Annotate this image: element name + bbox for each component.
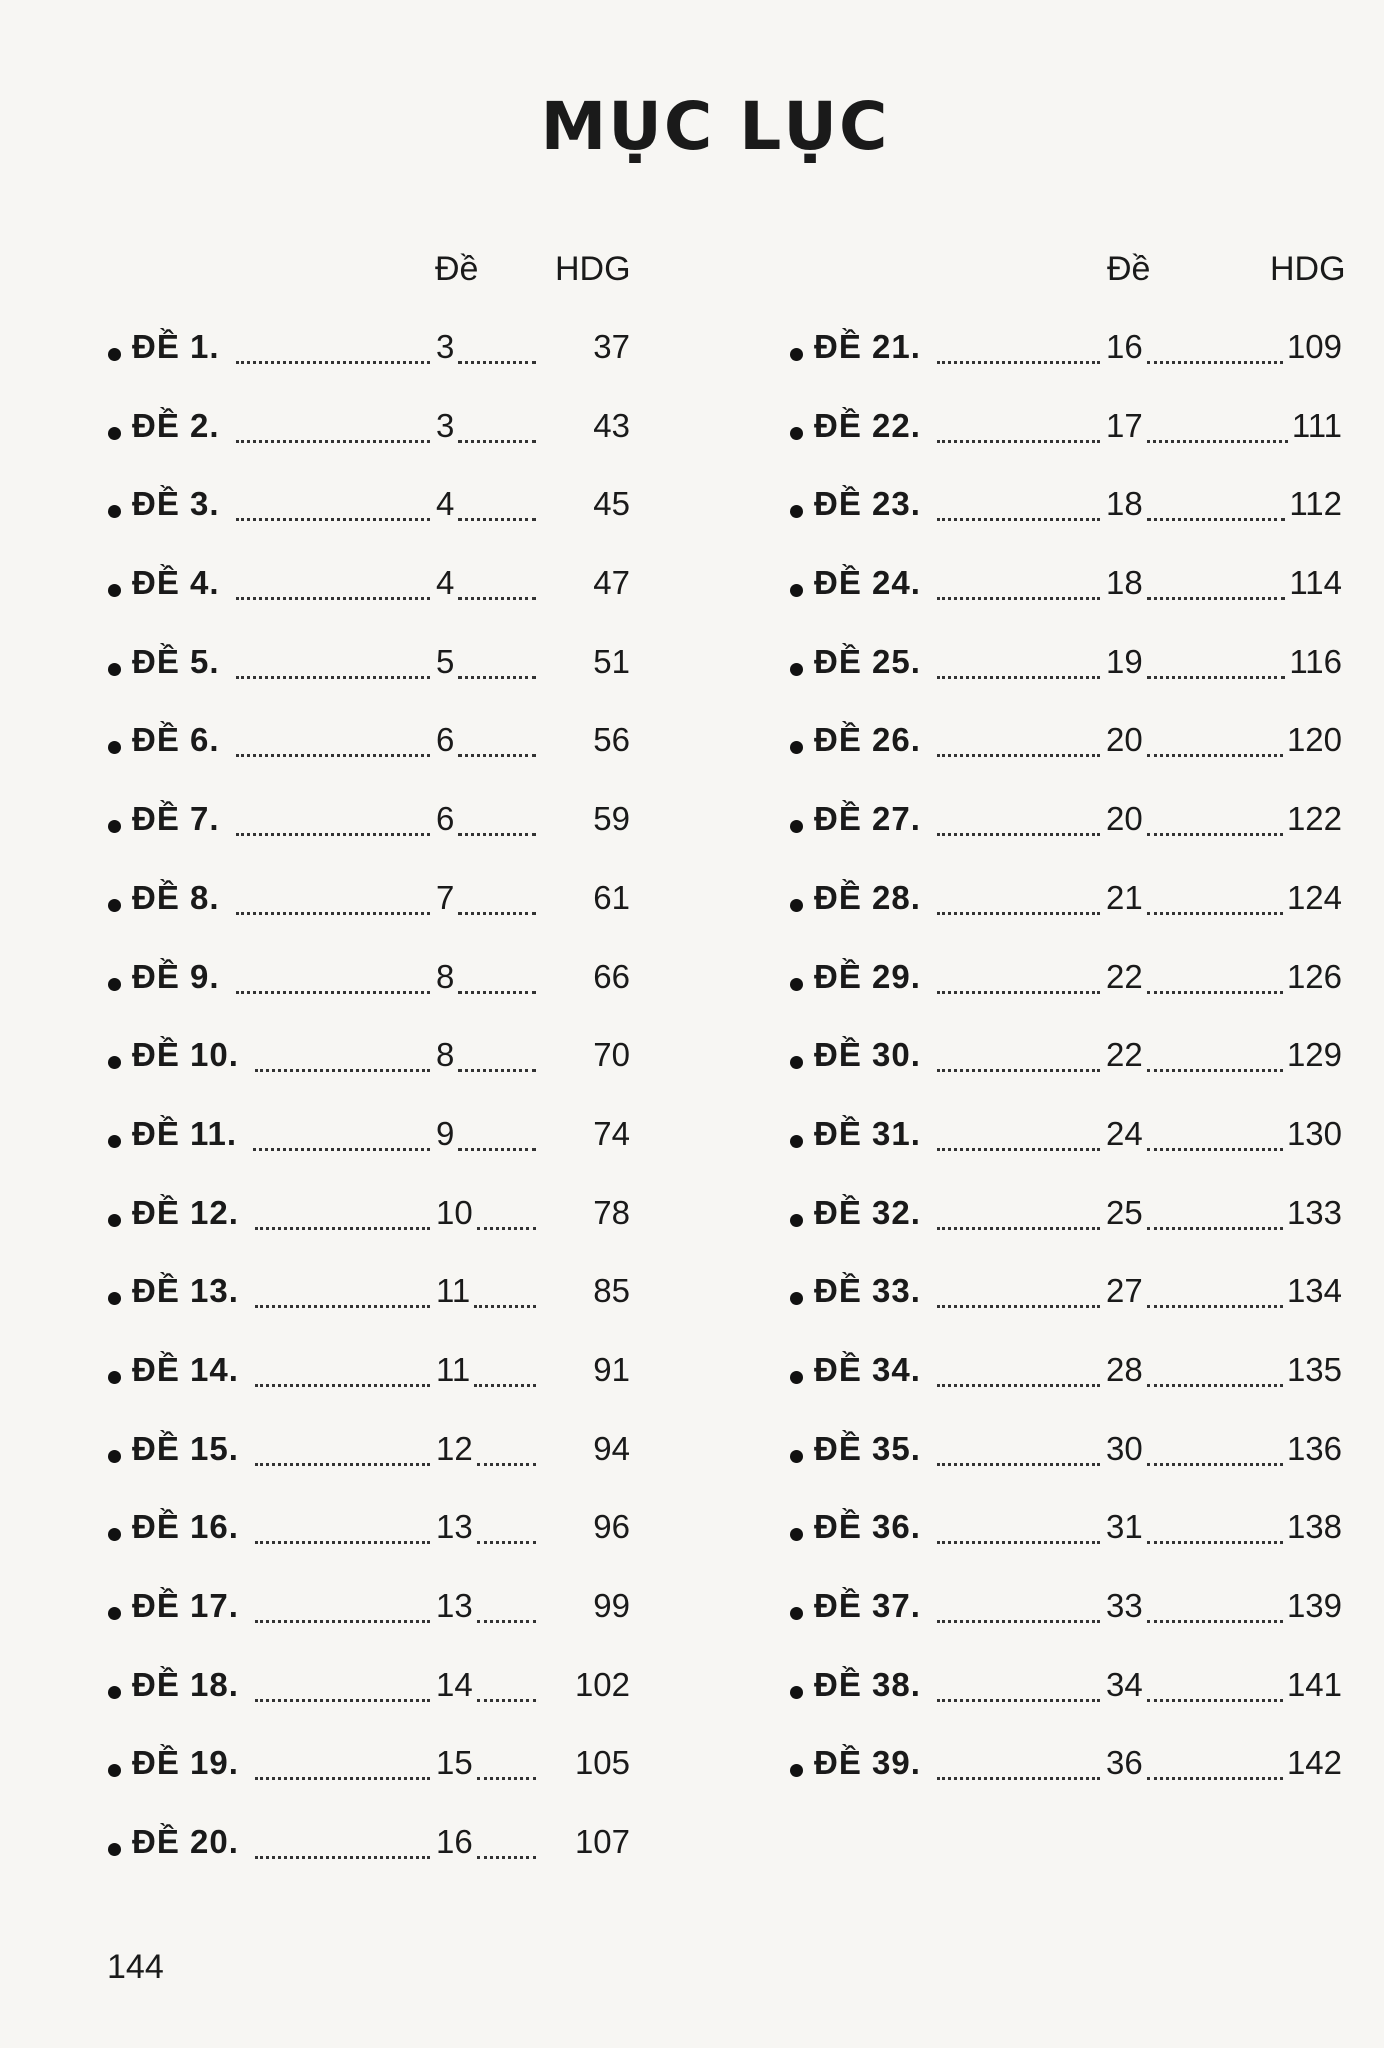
entry-label: ĐỀ 19. [132, 1744, 239, 1782]
entry-page-hdg: 56 [593, 721, 630, 759]
bullet-icon [790, 899, 803, 912]
dot-leader [236, 833, 430, 836]
entry-page-hdg: 43 [593, 406, 630, 444]
entry-label: ĐỀ 9. [132, 957, 220, 995]
dot-leader [474, 1305, 536, 1308]
entry-label: ĐỀ 38. [814, 1665, 921, 1703]
toc-entry[interactable] [100, 643, 630, 722]
entry-label: ĐỀ 7. [132, 800, 220, 838]
dot-leader [255, 1541, 430, 1544]
entry-page-hdg: 99 [593, 1587, 630, 1624]
entry-page-hdg: 141 [1286, 1665, 1342, 1703]
toc-entry[interactable] [782, 1036, 1342, 1115]
entry-page-hdg: 126 [1286, 957, 1342, 995]
dot-leader [236, 754, 430, 757]
entry-label: ĐỀ 39. [814, 1744, 921, 1782]
bullet-icon [108, 1843, 121, 1856]
toc-entry[interactable] [782, 1587, 1342, 1666]
entry-page-de: 8 [436, 1036, 455, 1074]
toc-entry[interactable] [782, 1508, 1342, 1587]
entry-page-de: 11 [436, 1350, 471, 1388]
bullet-icon [790, 1450, 803, 1463]
toc-entry[interactable] [100, 1666, 630, 1745]
toc-entry[interactable] [100, 721, 630, 800]
entry-page-de: 6 [436, 721, 455, 759]
entry-page-hdg: 139 [1286, 1587, 1342, 1624]
entry-page-hdg: 112 [1289, 485, 1342, 523]
dot-leader [458, 361, 536, 364]
dot-leader [937, 1148, 1100, 1151]
dot-leader [1147, 597, 1285, 600]
entry-page-de: 20 [1106, 800, 1143, 838]
dot-leader [255, 1699, 430, 1702]
toc-entry[interactable] [100, 564, 630, 643]
dot-leader [937, 1069, 1100, 1072]
entry-page-hdg: 129 [1286, 1036, 1342, 1074]
dot-leader [1147, 518, 1285, 521]
dot-leader [477, 1541, 536, 1544]
dot-leader [458, 833, 536, 836]
entry-page-hdg: 124 [1286, 878, 1342, 916]
dot-leader [236, 518, 430, 521]
entry-page-de: 18 [1106, 564, 1143, 602]
dot-leader [236, 912, 430, 915]
entry-page-de: 8 [436, 957, 455, 995]
bullet-icon [790, 1135, 803, 1148]
entry-page-hdg: 133 [1286, 1193, 1342, 1231]
entry-page-de: 5 [436, 642, 455, 680]
toc-entry[interactable] [782, 1666, 1342, 1745]
dot-leader [1147, 1463, 1283, 1466]
toc-entry[interactable] [100, 1823, 630, 1902]
entry-label: ĐỀ 3. [132, 485, 220, 523]
entry-page-de: 3 [436, 328, 455, 365]
dot-leader [1147, 1541, 1283, 1544]
toc-entry[interactable] [782, 721, 1342, 800]
entry-page-hdg: 94 [593, 1429, 630, 1467]
dot-leader [458, 754, 536, 757]
entry-page-de: 21 [1106, 878, 1143, 916]
column-header-left [100, 250, 630, 306]
dot-leader [937, 361, 1100, 364]
dot-leader [937, 991, 1100, 994]
entry-page-hdg: 61 [593, 878, 630, 916]
entry-label: ĐỀ 37. [814, 1587, 921, 1624]
entry-page-hdg: 74 [593, 1114, 630, 1152]
bullet-icon [108, 1371, 121, 1384]
entry-label: ĐỀ 29. [814, 957, 921, 995]
entry-page-de: 22 [1106, 957, 1143, 995]
toc-entry[interactable] [782, 1194, 1342, 1273]
toc-column-left [100, 250, 631, 1861]
bullet-icon [108, 1764, 121, 1777]
bullet-icon [108, 427, 121, 440]
toc-entry[interactable] [782, 643, 1342, 722]
entry-page-hdg: 96 [593, 1508, 630, 1546]
toc-entry[interactable] [100, 407, 630, 486]
entry-label: ĐỀ 26. [814, 721, 921, 759]
toc-entry[interactable] [100, 958, 630, 1037]
entry-label: ĐỀ 34. [814, 1350, 921, 1388]
bullet-icon [108, 1607, 121, 1620]
entry-label: ĐỀ 22. [814, 406, 921, 444]
bullet-icon [108, 1528, 121, 1541]
bullet-icon [108, 1292, 121, 1305]
bullet-icon [790, 1214, 803, 1227]
entry-label: ĐỀ 35. [814, 1429, 921, 1467]
toc-entry[interactable] [782, 407, 1342, 486]
dot-leader [458, 991, 536, 994]
entry-page-hdg: 116 [1289, 642, 1342, 680]
dot-leader [458, 676, 536, 679]
entry-page-de: 22 [1106, 1036, 1143, 1074]
entry-label: ĐỀ 17. [132, 1587, 239, 1624]
bullet-icon [790, 1528, 803, 1541]
bullet-icon [108, 978, 121, 991]
bullet-icon [108, 1135, 121, 1148]
dot-leader [474, 1384, 536, 1387]
dot-leader [937, 1227, 1100, 1230]
entry-label: ĐỀ 6. [132, 721, 220, 759]
bullet-icon [108, 1056, 121, 1069]
toc-entry[interactable] [782, 1115, 1342, 1194]
bullet-icon [790, 348, 803, 361]
bullet-icon [790, 505, 803, 518]
entry-page-hdg: 130 [1286, 1114, 1342, 1152]
entry-page-hdg: 135 [1286, 1350, 1342, 1388]
toc-entry[interactable] [782, 1430, 1342, 1509]
bullet-icon [108, 1214, 121, 1227]
dot-leader [1147, 754, 1283, 757]
toc-entry[interactable] [100, 800, 630, 879]
entry-page-hdg: 109 [1286, 328, 1342, 365]
entry-page-de: 12 [436, 1429, 473, 1467]
dot-leader [255, 1069, 430, 1072]
bullet-icon [108, 899, 121, 912]
dot-leader [937, 754, 1100, 757]
dot-leader [477, 1856, 536, 1859]
entry-page-de: 34 [1106, 1665, 1143, 1703]
dot-leader [1147, 833, 1283, 836]
entry-page-de: 16 [1106, 328, 1143, 365]
dot-leader [458, 1069, 536, 1072]
entry-label: ĐỀ 23. [814, 485, 921, 523]
bullet-icon [790, 663, 803, 676]
dot-leader [255, 1227, 430, 1230]
dot-leader [458, 440, 536, 443]
entry-page-de: 24 [1106, 1114, 1143, 1152]
toc-entry[interactable] [100, 1744, 630, 1823]
entry-page-hdg: 111 [1291, 406, 1342, 444]
entry-label: ĐỀ 8. [132, 878, 220, 916]
dot-leader [937, 833, 1100, 836]
dot-leader [236, 991, 430, 994]
bullet-icon [790, 1686, 803, 1699]
entry-label: ĐỀ 13. [132, 1272, 239, 1310]
dot-leader [1147, 1227, 1283, 1230]
dot-leader [477, 1777, 536, 1780]
dot-leader [477, 1463, 536, 1466]
entry-label: ĐỀ 27. [814, 800, 921, 838]
toc-entry[interactable] [100, 1587, 630, 1666]
dot-leader [937, 676, 1100, 679]
toc-entry[interactable] [100, 1036, 630, 1115]
dot-leader [937, 1305, 1100, 1308]
entry-label: ĐỀ 16. [132, 1508, 239, 1546]
dot-leader [236, 676, 430, 679]
dot-leader [937, 1699, 1100, 1702]
entry-label: ĐỀ 20. [132, 1823, 239, 1861]
toc-entry[interactable] [782, 1351, 1342, 1430]
dot-leader [1147, 1699, 1283, 1702]
entry-label: ĐỀ 10. [132, 1036, 239, 1074]
dot-leader [1147, 1620, 1283, 1623]
toc-entry[interactable] [100, 1351, 630, 1430]
dot-leader [458, 597, 536, 600]
bullet-icon [108, 505, 121, 518]
toc-entry[interactable] [100, 1194, 630, 1273]
entry-page-hdg: 45 [593, 485, 630, 523]
bullet-icon [108, 741, 121, 754]
entry-page-de: 19 [1106, 642, 1143, 680]
entry-label: ĐỀ 21. [814, 328, 921, 365]
entry-label: ĐỀ 36. [814, 1508, 921, 1546]
entry-page-de: 27 [1106, 1272, 1143, 1310]
entry-page-de: 10 [436, 1193, 473, 1231]
dot-leader [937, 1463, 1100, 1466]
entry-label: ĐỀ 5. [132, 642, 220, 680]
entry-label: ĐỀ 2. [132, 406, 220, 444]
dot-leader [236, 597, 430, 600]
entry-page-hdg: 138 [1286, 1508, 1342, 1546]
entry-page-hdg: 134 [1286, 1272, 1342, 1310]
bullet-icon [790, 584, 803, 597]
bullet-icon [790, 978, 803, 991]
entry-label: ĐỀ 18. [132, 1665, 239, 1703]
toc-entry[interactable] [782, 958, 1342, 1037]
bullet-icon [790, 1056, 803, 1069]
entry-page-hdg: 114 [1289, 564, 1342, 602]
entry-label: ĐỀ 24. [814, 564, 921, 602]
entry-page-hdg: 85 [593, 1272, 630, 1310]
bullet-icon [108, 1686, 121, 1699]
entry-label: ĐỀ 14. [132, 1350, 239, 1388]
toc-column-right [782, 250, 1346, 1782]
entry-page-de: 28 [1106, 1350, 1143, 1388]
bullet-icon [790, 1371, 803, 1384]
page-number: 144 [107, 1948, 164, 1986]
entry-page-de: 18 [1106, 485, 1143, 523]
dot-leader [477, 1699, 536, 1702]
bullet-icon [108, 584, 121, 597]
toc-entry[interactable] [782, 1272, 1342, 1351]
entry-page-de: 25 [1106, 1193, 1143, 1231]
entry-page-hdg: 102 [574, 1665, 630, 1703]
header-hdg: HDG [1270, 250, 1346, 288]
dot-leader [236, 361, 430, 364]
entry-page-hdg: 66 [593, 957, 630, 995]
entry-page-hdg: 105 [574, 1744, 630, 1782]
header-de: Đề [1107, 250, 1151, 288]
bullet-icon [790, 1292, 803, 1305]
entry-label: ĐỀ 33. [814, 1272, 921, 1310]
entry-page-de: 4 [436, 485, 455, 523]
entry-label: ĐỀ 32. [814, 1193, 921, 1231]
entry-page-de: 31 [1106, 1508, 1143, 1546]
bullet-icon [108, 820, 121, 833]
entry-page-hdg: 78 [593, 1193, 630, 1231]
toc-entry[interactable] [782, 564, 1342, 643]
entry-page-de: 3 [436, 406, 455, 444]
bullet-icon [108, 348, 121, 361]
dot-leader [1147, 1305, 1283, 1308]
toc-entry[interactable] [100, 1430, 630, 1509]
bullet-icon [790, 741, 803, 754]
entry-page-de: 14 [436, 1665, 473, 1703]
dot-leader [255, 1384, 430, 1387]
dot-leader [937, 1384, 1100, 1387]
toc-list-right [782, 328, 1342, 1823]
entry-page-hdg: 59 [593, 800, 630, 838]
dot-leader [937, 518, 1100, 521]
entry-page-de: 13 [436, 1508, 473, 1546]
entry-page-de: 11 [436, 1272, 471, 1310]
dot-leader [1147, 440, 1288, 443]
dot-leader [937, 1620, 1100, 1623]
entry-page-hdg: 136 [1286, 1429, 1342, 1467]
toc-entry[interactable] [782, 800, 1342, 879]
entry-page-hdg: 51 [593, 642, 630, 680]
entry-page-de: 36 [1106, 1744, 1143, 1782]
bullet-icon [790, 427, 803, 440]
toc-list-left [100, 328, 630, 1902]
toc-entry[interactable] [782, 485, 1342, 564]
bullet-icon [790, 1764, 803, 1777]
entry-label: ĐỀ 1. [132, 328, 220, 365]
entry-page-de: 17 [1106, 406, 1143, 444]
bullet-icon [790, 1607, 803, 1620]
header-de: Đề [435, 250, 479, 288]
entry-label: ĐỀ 28. [814, 878, 921, 916]
dot-leader [937, 440, 1100, 443]
entry-page-hdg: 70 [593, 1036, 630, 1074]
dot-leader [477, 1620, 536, 1623]
toc-entry[interactable] [100, 1508, 630, 1587]
dot-leader [255, 1305, 430, 1308]
entry-label: ĐỀ 31. [814, 1114, 921, 1152]
entry-page-de: 9 [436, 1114, 455, 1152]
toc-entry[interactable] [782, 328, 1342, 407]
toc-entry[interactable] [782, 1744, 1342, 1823]
bullet-icon [108, 663, 121, 676]
dot-leader [1147, 1777, 1283, 1780]
toc-entry[interactable] [782, 879, 1342, 958]
entry-page-hdg: 142 [1286, 1744, 1342, 1782]
entry-page-hdg: 120 [1286, 721, 1342, 759]
dot-leader [477, 1227, 536, 1230]
entry-label: ĐỀ 4. [132, 564, 220, 602]
dot-leader [937, 597, 1100, 600]
entry-page-de: 30 [1106, 1429, 1143, 1467]
dot-leader [253, 1148, 430, 1151]
dot-leader [255, 1620, 430, 1623]
entry-label: ĐỀ 12. [132, 1193, 239, 1231]
dot-leader [1147, 991, 1283, 994]
entry-page-de: 20 [1106, 721, 1143, 759]
toc-entry[interactable] [100, 485, 630, 564]
toc-entry[interactable] [100, 1115, 630, 1194]
dot-leader [255, 1463, 430, 1466]
toc-entry[interactable] [100, 879, 630, 958]
bullet-icon [108, 1450, 121, 1463]
dot-leader [1147, 676, 1285, 679]
bullet-icon [790, 820, 803, 833]
dot-leader [236, 440, 430, 443]
entry-page-de: 7 [436, 878, 455, 916]
dot-leader [255, 1777, 430, 1780]
entry-page-de: 4 [436, 564, 455, 602]
dot-leader [1147, 1069, 1283, 1072]
dot-leader [458, 912, 536, 915]
header-hdg: HDG [555, 250, 631, 288]
dot-leader [458, 518, 536, 521]
dot-leader [1147, 1148, 1283, 1151]
dot-leader [1147, 1384, 1283, 1387]
entry-page-de: 33 [1106, 1587, 1143, 1624]
entry-page-hdg: 107 [574, 1823, 630, 1861]
column-header-right [782, 250, 1346, 306]
toc-entry[interactable] [100, 1272, 630, 1351]
entry-page-de: 6 [436, 800, 455, 838]
entry-page-de: 13 [436, 1587, 473, 1624]
entry-label: ĐỀ 11. [132, 1114, 238, 1152]
entry-page-hdg: 91 [593, 1350, 630, 1388]
dot-leader [937, 1777, 1100, 1780]
dot-leader [1147, 361, 1283, 364]
dot-leader [255, 1856, 430, 1859]
entry-label: ĐỀ 30. [814, 1036, 921, 1074]
toc-entry[interactable] [100, 328, 630, 407]
dot-leader [937, 1541, 1100, 1544]
dot-leader [458, 1148, 536, 1151]
entry-label: ĐỀ 15. [132, 1429, 239, 1467]
dot-leader [937, 912, 1100, 915]
entry-page-hdg: 122 [1286, 800, 1342, 838]
entry-label: ĐỀ 25. [814, 642, 921, 680]
entry-page-hdg: 47 [593, 564, 630, 602]
entry-page-de: 15 [436, 1744, 473, 1782]
dot-leader [1147, 912, 1283, 915]
page-title: MỤC LỤC [540, 88, 890, 165]
entry-page-de: 16 [436, 1823, 473, 1861]
entry-page-hdg: 37 [593, 328, 630, 365]
